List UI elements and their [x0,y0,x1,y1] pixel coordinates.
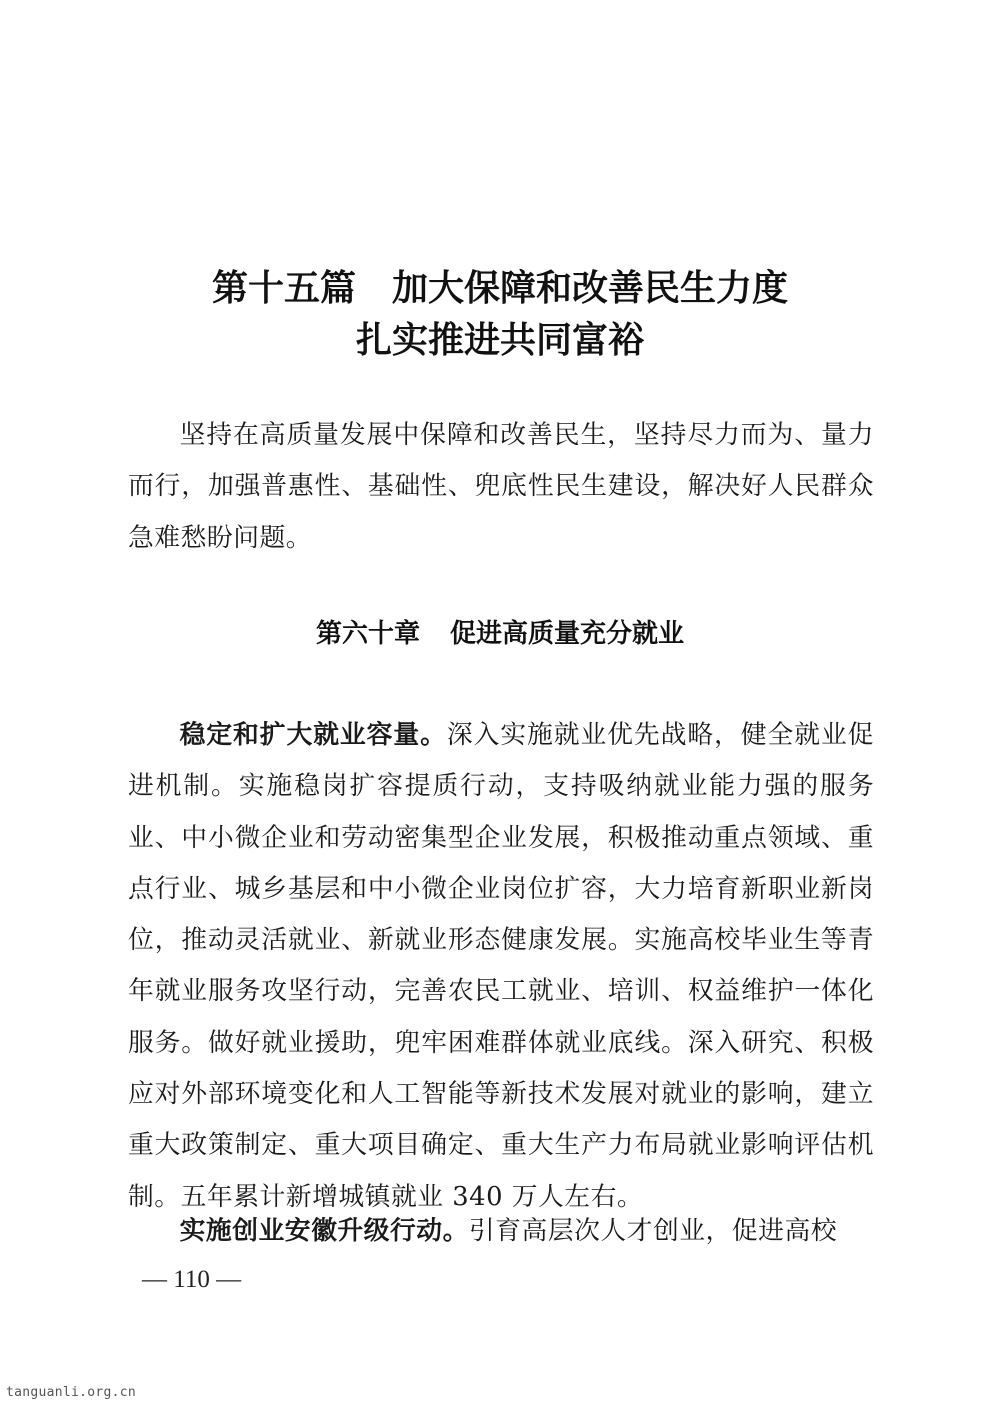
chapter-title-text: 促进高质量充分就业 [450,619,685,649]
paragraph-employment-capacity [128,710,874,1223]
part-title-text-1: 加大保障和改善民生力度 [392,267,789,309]
paragraph-lead: 稳定和扩大就业容量。 [179,720,447,750]
intro-paragraph: 坚持在高质量发展中保障和改善民生，坚持尽力而为、量力而行，加强普惠性、基础性、兜底性民生建设，解决好人民群众急难愁盼问题。 [128,420,874,553]
page-number: — 110 — [142,1266,242,1293]
chapter-number: 第六十章 [315,619,420,649]
paragraph-lead: 实施创业安徽升级行动。 [179,1216,469,1246]
paragraph-body: 引育高层次人才创业，促进高校 [468,1216,838,1246]
watermark: tanguanli.org.cn [6,1385,137,1400]
paragraph-entrepreneurship [128,1206,874,1257]
part-number: 第十五篇 [211,267,356,309]
part-title-line1 [0,262,1000,314]
paragraph-body: 深入实施就业优先战略，健全就业促进机制。实施稳岗扩容提质行动，支持吸纳就业能力强的服务业、中小微企业和劳动密集型企业发展，积极推动重点领域、重点行业、城乡基层和中小微企业岗位扩容，大力培育新职业新岗位，推动灵活就业、新就业形态健康发展。实施高校毕业生等青年就业服务攻坚行动，完善农民工就业、培训、权益维护一体化服务。做好就业援助，兜牢困难群体就业底线。深入研究、积极应对外部环境变化和人工智能等新技术发展对就业的影响，建立重大政策制定、重大项目确定、重大生产力布局就业影响评估机制。五年累计新增城镇就业 340 万人左右。 [128,720,874,1212]
part-title-line2: 扎实推进共同富裕 [355,319,644,361]
chapter-title [0,612,1000,656]
